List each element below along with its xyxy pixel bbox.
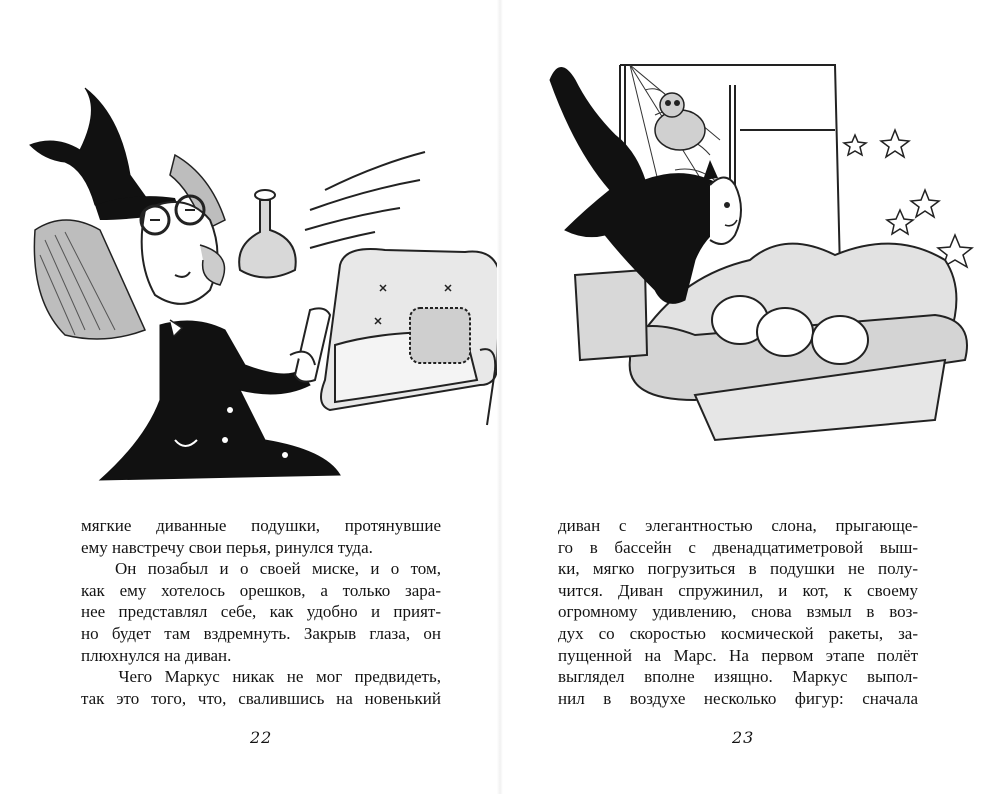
text-line: диван с элегантностью слона, прыгающе- (558, 516, 918, 535)
witch-illustration (25, 80, 505, 485)
text-line: дух со скоростью космической ракеты, за- (558, 623, 918, 643)
text-line: плюхнулся на диван. (81, 645, 232, 665)
text-line: ки, мягко погрузиться в подушки не полу- (558, 559, 918, 579)
text-line: как ему хотелось орешков, а только зара- (81, 580, 441, 600)
text-line: мягкие диванные подушки, протянувшие (81, 516, 441, 535)
right-page-text (558, 515, 918, 709)
text-line: го в бассейн с двенадцатиметровой выш- (558, 537, 918, 557)
text-line: Он позабыл и о своей миске, и о том, (81, 559, 441, 579)
text-line: нил в воздухе несколько фигур: сначала (558, 688, 918, 708)
text-line: но будет там вздремнуть. Закрыв глаза, он (81, 623, 441, 643)
text-line: так это того, что, свалившись на новенький (81, 688, 441, 708)
flying-cat-illustration (535, 60, 985, 460)
text-line: пущенной на Марс. На первом этапе полёт (558, 645, 918, 665)
page-number: 22 (250, 728, 273, 747)
left-page-text (81, 515, 441, 709)
right-page (500, 0, 1000, 794)
text-line: выглядел вполне изящно. Маркус выпол- (558, 667, 918, 687)
text-line: Чего Маркус никак не мог предвидеть, (81, 667, 441, 687)
text-line: нее представлял себе, как удобно и прият- (81, 602, 441, 622)
text-line: огромному удивлению, снова взмыл в воз- (558, 602, 918, 622)
text-line: чится. Диван спружинил, и кот, к своему (558, 580, 918, 600)
page-number: 23 (732, 728, 755, 747)
text-line: ему навстречу свои перья, ринулся туда. (81, 537, 373, 557)
